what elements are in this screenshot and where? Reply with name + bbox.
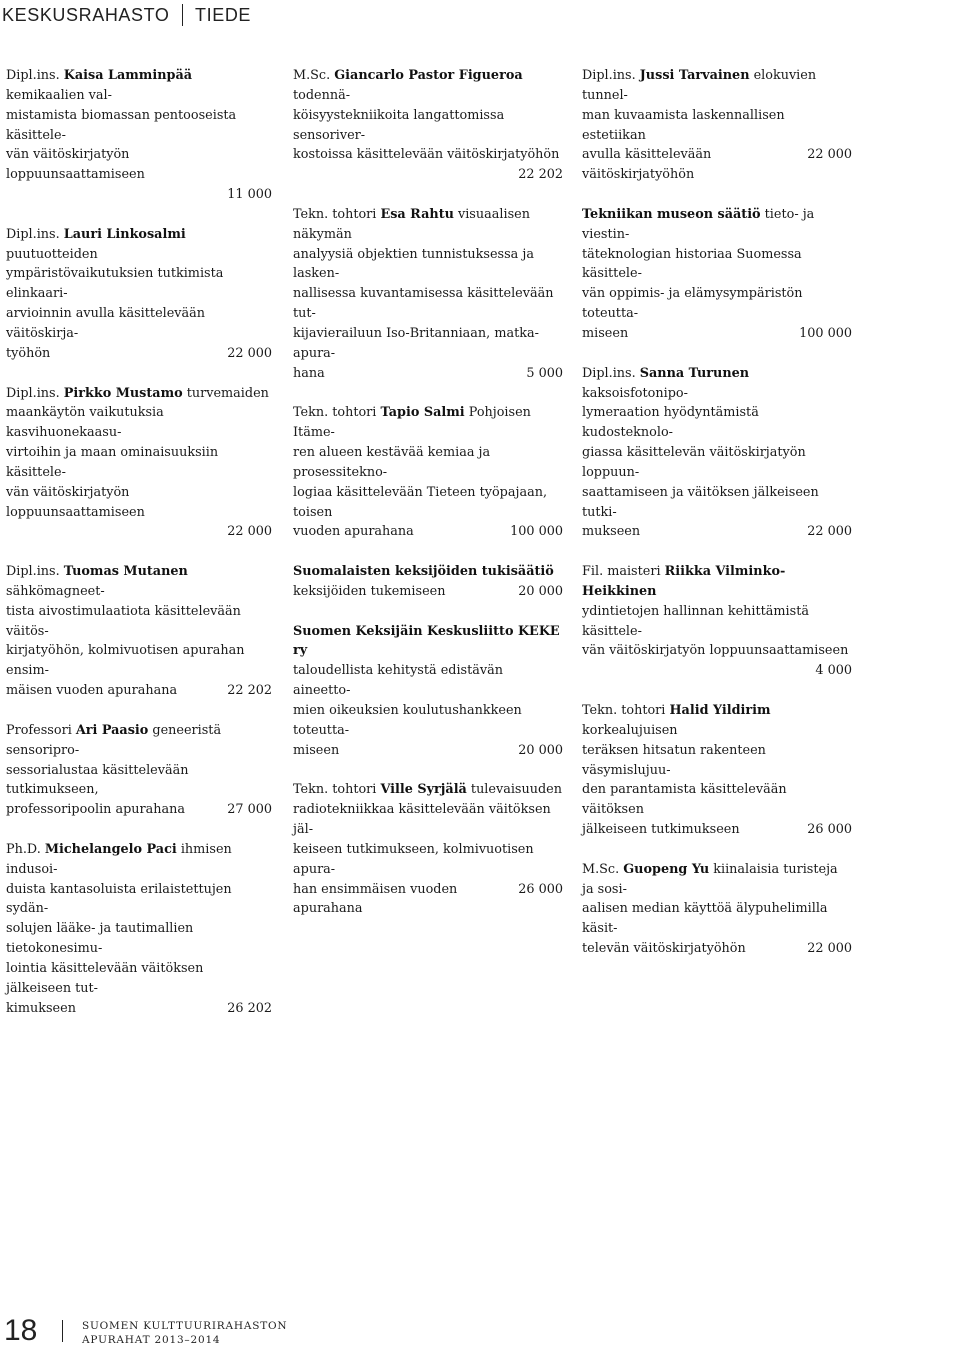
recipient-name: Sanna Turunen — [639, 365, 750, 381]
entry-text: kemikaalien val- — [6, 87, 112, 103]
grant-entry — [6, 225, 272, 364]
entry-line — [293, 661, 563, 701]
entry-text: avulla käsittelevään väitöskirjatyöhön — [582, 147, 712, 183]
entry-text: kaksoisfotonipo- — [582, 385, 688, 401]
entry-text: ihmisen indusoi- — [6, 841, 232, 877]
entry-text: vän oppimis- ja elämysympäristön toteutta- — [582, 286, 803, 322]
entry-text: tista aivostimulaatiota käsittelevään väitös- — [6, 603, 241, 639]
header-subsection: TIEDE — [195, 4, 252, 25]
entry-line — [6, 840, 272, 880]
entry-line — [582, 145, 852, 185]
entry-line — [293, 562, 563, 582]
entry-text: hana — [293, 365, 325, 381]
entry-text: giassa käsittelevän väitöskirjatyön loppuun- — [582, 445, 806, 480]
entry-text: tieto- ja viestin- — [582, 206, 815, 242]
recipient-name: Tekniikan museon säätiö — [582, 206, 761, 222]
entry-line — [582, 245, 852, 285]
entry-line — [6, 721, 272, 761]
entry-line — [6, 919, 272, 959]
entry-text: vuoden apurahana — [293, 524, 414, 540]
entry-text: Tekn. tohtori — [293, 782, 381, 798]
entry-line — [6, 999, 272, 1019]
entry-text: sessorialustaa käsittelevään tutkimukseen, — [6, 762, 189, 798]
grant-entry — [582, 66, 852, 185]
grant-amount: 26 000 — [518, 881, 563, 897]
entry-text: nallisessa kuvantamisessa käsittelevään tut- — [293, 286, 554, 322]
entry-line — [293, 880, 563, 920]
recipient-name: Tapio Salmi — [380, 405, 465, 421]
entry-text: aalisen median käyttöä älypuhelimilla käsit- — [582, 901, 828, 937]
entry-line — [293, 403, 563, 443]
entry-text: Dipl.ins. — [6, 385, 64, 401]
entry-text: vän väitöskirjatyön loppuunsaattamiseen — [582, 643, 849, 659]
entry-text: radiotekniikkaa käsittelevään väitöksen jäl- — [293, 802, 551, 838]
entry-line — [582, 820, 852, 840]
entry-text: man kuvaamista laskennallisen estetiikan — [582, 107, 785, 143]
publication-line-1: SUOMEN KULTTUURIRAHASTON — [82, 1320, 288, 1332]
entry-line — [293, 622, 563, 662]
grant-entry — [582, 860, 852, 959]
entry-text: analyysiä objektien tunnistuksessa ja lasken- — [293, 246, 534, 282]
entry-text: saattamiseen ja väitöksen jälkeiseen tutki- — [582, 484, 819, 520]
grant-amount: 22 000 — [227, 345, 272, 361]
entry-text: tulevaisuuden — [466, 782, 562, 798]
entry-line — [582, 106, 852, 146]
entry-line — [6, 562, 272, 602]
recipient-name: Pirkko Mustamo — [63, 385, 183, 401]
entry-line — [6, 641, 272, 681]
grant-entry — [6, 66, 272, 205]
recipient-name: Guopeng Yu — [623, 861, 710, 877]
entry-text: Tekn. tohtori — [582, 703, 670, 718]
grant-amount: 26 000 — [807, 822, 852, 838]
entry-line — [6, 602, 272, 642]
grant-entry — [582, 562, 852, 681]
entry-text: korkealujuisen — [582, 722, 678, 738]
entry-line — [293, 66, 563, 106]
footer-divider — [62, 1320, 63, 1342]
entry-line — [582, 939, 852, 959]
entry-text: Ph.D. — [6, 841, 45, 857]
entry-text: solujen lääke- ja tautimallien tietokonesimu- — [6, 921, 194, 957]
grant-amount: 22 000 — [807, 147, 852, 163]
entry-line — [293, 106, 563, 146]
grant-amount: 100 000 — [510, 524, 563, 540]
entry-line — [293, 840, 563, 880]
entry-text: jälkeiseen tutkimukseen — [582, 822, 740, 838]
grant-amount: 22 000 — [807, 524, 852, 540]
entry-text: Tekn. tohtori — [293, 206, 381, 222]
entry-line — [6, 66, 272, 106]
publication-title — [82, 1320, 287, 1347]
entry-line — [582, 483, 852, 523]
entry-line — [293, 245, 563, 285]
entry-line — [582, 324, 852, 344]
entry-text: M.Sc. — [582, 861, 624, 877]
grant-amount: 11 000 — [227, 187, 272, 203]
grant-column-1 — [6, 66, 272, 1038]
entry-line — [293, 205, 563, 245]
grant-entry — [6, 721, 272, 820]
entry-line — [582, 284, 852, 324]
entry-text: ydintietojen hallinnan kehittämistä käsittele- — [582, 603, 809, 639]
entry-line — [582, 741, 852, 781]
entry-text: mistamista biomassan pentooseista käsittele- — [6, 107, 237, 143]
entry-line — [6, 145, 272, 185]
entry-line — [6, 959, 272, 999]
grant-amount: 4 000 — [815, 663, 852, 679]
entry-line — [582, 443, 852, 483]
grant-entry — [293, 66, 563, 185]
entry-text: M.Sc. — [293, 68, 335, 83]
entry-text: Dipl.ins. — [6, 68, 64, 83]
entry-text: kostoissa käsittelevään väitöskirjatyöhön — [293, 147, 560, 163]
grant-entry — [293, 780, 563, 919]
entry-line — [293, 443, 563, 483]
entry-line — [582, 522, 852, 542]
entry-text: sähkömagneet- — [6, 583, 105, 599]
entry-line — [6, 344, 272, 364]
entry-text: Dipl.ins. — [6, 226, 64, 242]
recipient-name: Tuomas Mutanen — [63, 564, 188, 580]
entry-line — [293, 145, 563, 165]
grant-entry — [582, 205, 852, 344]
entry-line — [6, 225, 272, 265]
recipient-name: Suomen Keksijäin Keskusliitto KEKE ry — [293, 623, 560, 659]
entry-text: puutuotteiden — [6, 246, 98, 262]
entry-line — [293, 522, 563, 542]
entry-line — [293, 780, 563, 800]
grant-entry — [293, 205, 563, 384]
entry-line — [582, 602, 852, 642]
entry-line — [6, 443, 272, 483]
entry-line — [6, 403, 272, 443]
entry-line — [293, 483, 563, 523]
entry-line — [293, 741, 563, 761]
entry-text: maankäytön vaikutuksia kasvihuonekaasu- — [6, 405, 164, 441]
entry-text: köisyystekniikoita langattomissa sensoriver- — [293, 107, 505, 143]
entry-line — [6, 483, 272, 523]
entry-text: ympäristövaikutuksien tutkimista elinkaari- — [6, 266, 224, 302]
entry-text: den parantamista käsittelevään väitöksen — [582, 782, 787, 818]
entry-text: Professori — [6, 722, 76, 738]
entry-text: logiaa käsittelevään Tieteen työpajaan, toisen — [293, 484, 548, 520]
grant-entry — [293, 403, 563, 542]
entry-line — [582, 66, 852, 106]
entry-line — [6, 106, 272, 146]
entry-text: kijavierailuun Iso-Britanniaan, matka-apura- — [293, 325, 539, 361]
entry-text: Tekn. tohtori — [293, 405, 381, 421]
grant-amount: 20 000 — [518, 583, 563, 599]
entry-text: Pohjoisen Itäme- — [293, 405, 531, 441]
grant-entry — [6, 384, 272, 543]
entry-text: visuaalisen näkymän — [293, 206, 530, 242]
entry-text: ren alueen kestävää kemiaa ja prosessitekno- — [293, 445, 491, 480]
entry-line — [6, 800, 272, 820]
recipient-name: Esa Rahtu — [380, 206, 454, 222]
entry-text: lointia käsittelevään väitöksen jälkeiseen tut- — [6, 960, 204, 996]
entry-line — [6, 264, 272, 304]
entry-text: keksijöiden tukemiseen — [293, 583, 446, 599]
entry-text: kirjatyöhön, kolmivuotisen apurahan ensim- — [6, 643, 245, 679]
header-section: KESKUSRAHASTO — [2, 4, 170, 25]
entry-text: mukseen — [582, 524, 641, 540]
entry-text: Dipl.ins. — [582, 68, 640, 83]
entry-line — [582, 562, 852, 602]
grant-amount: 22 000 — [807, 941, 852, 957]
recipient-name: Michelangelo Paci — [44, 841, 177, 857]
entry-line — [582, 205, 852, 245]
grant-amount: 22 202 — [227, 683, 272, 699]
entry-text: turvemaiden — [182, 385, 269, 401]
grant-entry — [293, 562, 563, 602]
entry-line — [293, 582, 563, 602]
recipient-name: Ville Syrjälä — [380, 782, 467, 798]
entry-line — [582, 701, 852, 741]
entry-text: mäisen vuoden apurahana — [6, 683, 178, 699]
entry-line — [293, 284, 563, 324]
recipient-name: Halid Yildirim — [669, 703, 771, 718]
grant-entry — [582, 364, 852, 543]
entry-text: han ensimmäisen vuoden apurahana — [293, 881, 458, 917]
entry-text: teräksen hitsatun rakenteen väsymislujuu- — [582, 742, 766, 778]
entry-text: geneeristä sensoripro- — [6, 722, 222, 758]
entry-line — [6, 681, 272, 701]
entry-line — [6, 880, 272, 920]
entry-line — [293, 324, 563, 364]
entry-text: täteknologian historiaa Suomessa käsittele- — [582, 246, 802, 282]
grant-amount: 22 202 — [518, 167, 563, 183]
entry-text: Dipl.ins. — [6, 564, 64, 580]
entry-line — [293, 800, 563, 840]
entry-text: vän väitöskirjatyön loppuunsaattamiseen — [6, 484, 145, 520]
entry-line — [6, 304, 272, 344]
entry-line — [582, 860, 852, 900]
running-header — [0, 0, 251, 30]
recipient-name: Suomalaisten keksijöiden tukisäätiö — [293, 564, 554, 580]
publication-line-2: APURAHAT 2013–2014 — [82, 1333, 221, 1346]
entry-text: professoripoolin apurahana — [6, 802, 186, 818]
grant-entry — [293, 622, 563, 761]
recipient-name: Kaisa Lamminpää — [63, 68, 193, 83]
entry-text: taloudellista kehitystä edistävän aineetto- — [293, 663, 503, 699]
entry-text: miseen — [582, 325, 629, 341]
entry-line — [582, 780, 852, 820]
entry-text: vän väitöskirjatyön loppuunsaattamiseen — [6, 147, 145, 183]
header-divider — [182, 4, 184, 26]
grant-entry — [6, 562, 272, 701]
entry-text: miseen — [293, 742, 340, 758]
entry-text: mien oikeuksien koulutushankkeen toteutta- — [293, 703, 522, 738]
entry-text: virtoihin ja maan ominaisuuksiin käsittele- — [6, 445, 219, 480]
entry-line — [582, 403, 852, 443]
grant-amount: 100 000 — [799, 325, 852, 341]
entry-text: Dipl.ins. — [582, 365, 640, 381]
entry-text: arvioinnin avulla käsittelevään väitöskirja- — [6, 306, 206, 341]
entry-text: työhön — [6, 345, 51, 361]
grant-amount: 22 000 — [227, 524, 272, 540]
grant-column-2 — [293, 66, 563, 939]
grant-amount: 26 202 — [227, 1000, 272, 1016]
entry-text: lymeraation hyödyntämistä kudosteknolo- — [582, 405, 759, 441]
page-number: 18 — [4, 1314, 38, 1347]
entry-line — [582, 899, 852, 939]
recipient-name: Lauri Linkosalmi — [63, 226, 186, 242]
entry-text: todennä- — [293, 87, 351, 103]
grant-entry — [6, 840, 272, 1019]
recipient-name: Jussi Tarvainen — [639, 68, 750, 83]
recipient-name: Riikka Vilminko-Heikkinen — [582, 564, 786, 599]
entry-line — [6, 761, 272, 801]
entry-line — [582, 364, 852, 404]
entry-line — [582, 641, 852, 661]
grant-amount: 20 000 — [518, 742, 563, 758]
grant-column-3 — [582, 66, 852, 979]
recipient-name: Ari Paasio — [75, 722, 149, 738]
entry-line — [293, 701, 563, 741]
grant-amount: 27 000 — [227, 802, 272, 818]
grant-entry — [582, 701, 852, 840]
entry-text: kimukseen — [6, 1000, 76, 1016]
entry-line — [6, 384, 272, 404]
entry-text: duista kantasoluista erilaistettujen sydän- — [6, 881, 232, 917]
entry-text: elokuvien tunnel- — [582, 68, 817, 103]
entry-text: keiseen tutkimukseen, kolmivuotisen apura- — [293, 841, 534, 877]
entry-text: kiinalaisia turisteja ja sosi- — [582, 861, 838, 897]
entry-text: Fil. maisteri — [582, 564, 665, 580]
recipient-name: Giancarlo Pastor Figueroa — [334, 68, 523, 83]
entry-line — [293, 364, 563, 384]
grant-amount: 5 000 — [526, 365, 563, 381]
entry-text: televän väitöskirjatyöhön — [582, 941, 746, 957]
